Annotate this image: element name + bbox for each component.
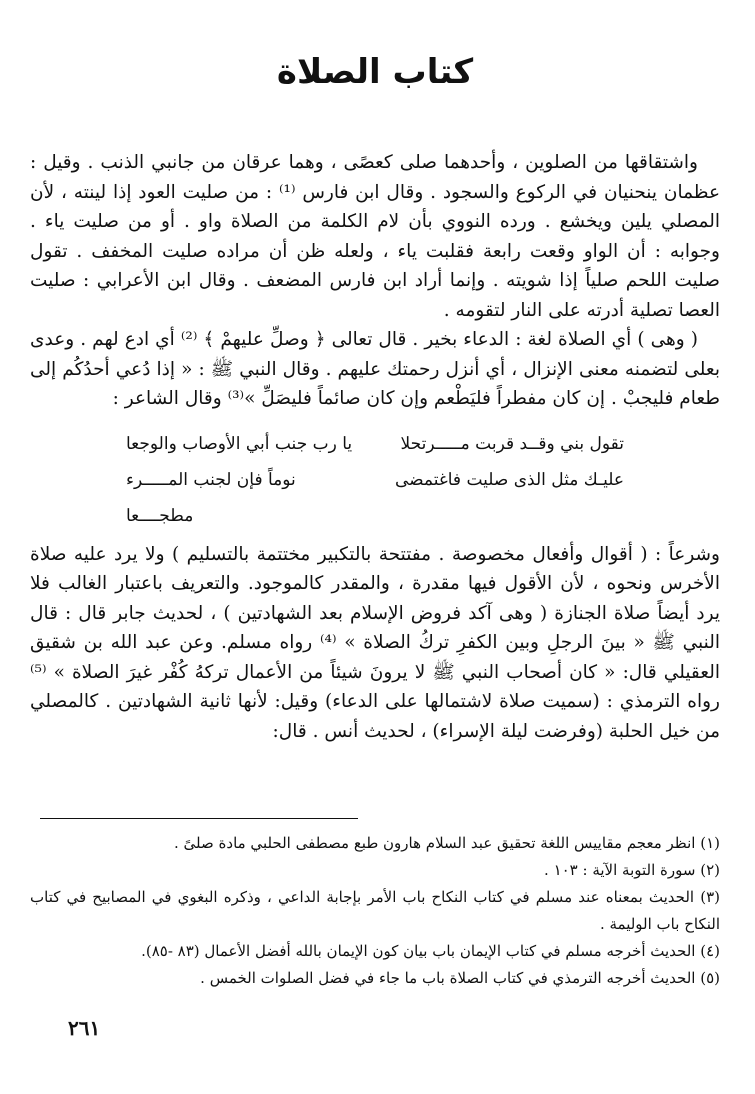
main-text	[30, 148, 720, 746]
poem-verse-2-first-hemistich: عليـك مثل الذى صليت فاغتمضى	[394, 469, 624, 490]
chapter-title: كتاب الصلاة	[276, 52, 474, 92]
paragraph-1: واشتقاقها من الصلوين ، وأحدهما صلى كعصًى ، وهما عرقان من جانبي الذنب . وقيل : عظمان ينحنيان في الركوع والسجود . وقال ابن فارس ⁽¹⁾ : من صليت العود إذا لينته ، لأن المصلي يلين ويخشع . ورده النووي بأن لام الكلمة من الصلاة واو . أو من صليت ياء . وجوابه : أن الواو وقعت رابعة فقلبت ياء ، ولعله ظن أن مراده صليت المخفف . تقول صليت اللحم صلياً إذا شويته . وإنما أراد ابن فارس المضعف . وقال ابن الأعرابي : صليت العصا تصلية أدرته على النار لتقومه .	[30, 152, 720, 321]
poem-verse-1-second-hemistich: يا رب جنب أبي الأوصاب والوجعا	[126, 433, 353, 454]
footnote-5: (٥) الحديث أخرجه الترمذي في كتاب الصلاة باب ما جاء في فضل الصلوات الخمس .	[200, 969, 720, 987]
poem-verse-1	[30, 426, 720, 462]
book-page	[30, 0, 720, 1094]
poem-verse-2	[30, 462, 720, 534]
poem	[30, 426, 720, 534]
footnote-1: (١) انظر معجم مقاييس اللغة تحقيق عبد السلام هارون طبع مصطفى الحلبي مادة صلىً .	[174, 834, 720, 852]
poem-verse-1-first-hemistich: تقول بني وقــد قربت مـــــرتحلا	[400, 433, 624, 454]
poem-verse-2-second-hemistich: نوماً فإن لجنب المـــــرء مطجــــعا	[126, 469, 296, 526]
page-number: ٢٦١	[68, 1016, 101, 1040]
paragraph-3: وشرعاً : ( أقوال وأفعال مخصوصة . مفتتحة بالتكبير مختتمة بالتسليم ) ولا يرد عليه صلاة الأخرس ونحوه ، لأن الأقول فيها مقدرة ، والمقدر كالموجود. والتعريف باعتبار الغالب فلا يرد أيضاً صلاة الجنازة ( وهى آكد فروض الإسلام بعد الشهادتين ) ، لحديث جابر قال : قال النبي ﷺ « بينَ الرجلِ وبين الكفرِ تركُ الصلاة » ⁽⁴⁾ رواه مسلم. وعن عبد الله بن شقيق العقيلي قال: « كان أصحاب النبي ﷺ لا يرونَ شيئاً من الأعمال تركهُ كُفْر غيرَ الصلاة » ⁽⁵⁾ رواه الترمذي : (سميت صلاة لاشتمالها على الدعاء) وقيل: لأنها ثانية الشهادتين . كالمصلي من خيل الحلبة (وفرضت ليلة الإسراء) ، لحديث أنس . قال:	[30, 543, 720, 742]
footnote-2: (٢) سورة التوبة الآية : ١٠٣ .	[544, 861, 720, 879]
footnote-3: (٣) الحديث بمعناه عند مسلم في كتاب النكاح باب الأمر بإجابة الداعي ، وذكره البغوي في المصابيح في كتاب النكاح باب الوليمة .	[30, 888, 720, 933]
footnotes	[30, 830, 720, 992]
footnote-4: (٤) الحديث أخرجه مسلم في كتاب الإيمان باب بيان كون الإيمان بالله أفضل الأعمال (٨٣ -٨٥).	[141, 942, 720, 960]
paragraph-2: ( وهى ) أي الصلاة لغة : الدعاء بخير . قال تعالى ﴿ وصلِّ عليهمْ ﴾ ⁽²⁾ أي ادع لهم . وعدى بعلى لتضمنه معنى الإنزال ، أي أنزل رحمتك عليهم . وقال النبي ﷺ : « إذا دُعي أحدُكُم إلى طعام فليجبْ . إن كان مفطراً فليَطْعم وإن كان صائماً فليصَلِّ »⁽³⁾ وقال الشاعر :	[30, 329, 720, 409]
footnote-divider	[40, 818, 358, 819]
